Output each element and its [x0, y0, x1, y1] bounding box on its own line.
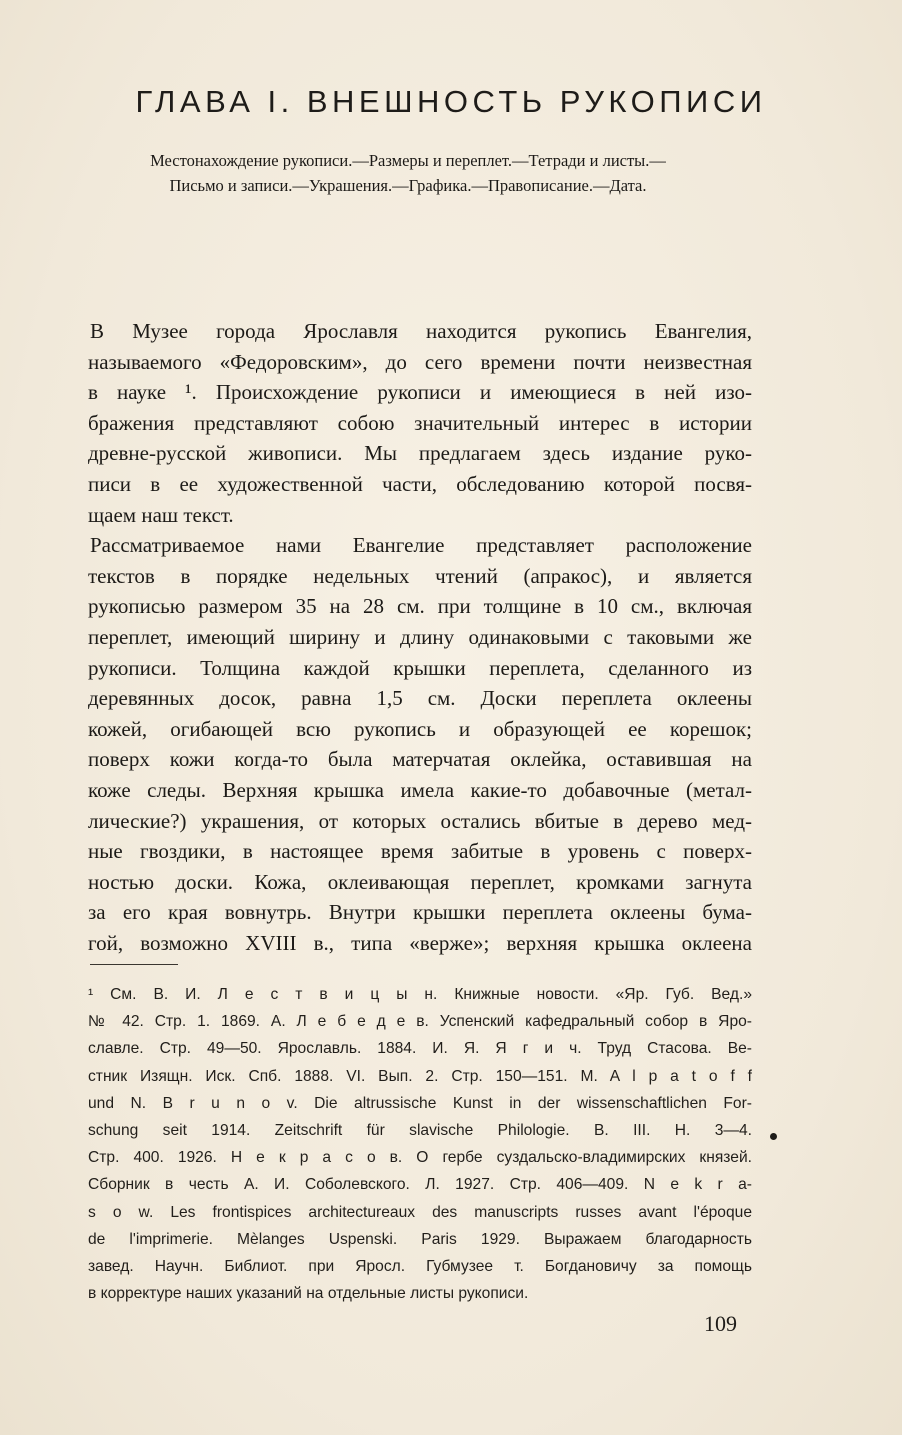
footnote-line: de l'imprimerie. Mèlanges Uspenski. Paris 1929. Выражаем благодарность	[88, 1230, 752, 1248]
footnote-line: славле. Стр. 49—50. Ярославль. 1884. И. Я. Я г и ч. Труд Стасова. Ве-	[88, 1040, 752, 1058]
chapter-summary	[62, 148, 754, 198]
body-line: бражения представляют собою значительный интерес в истории	[88, 410, 752, 435]
summary-line: Местонахождение рукописи.—Размеры и переплет.—Тетради и листы.—	[150, 151, 666, 170]
body-line: поверх кожи когда-то была матерчатая оклейка, оставившая на	[88, 747, 752, 772]
footnote-line: s o w. Les frontispices architectureaux des manuscripts russes avant l'époque	[88, 1203, 752, 1221]
body-text	[88, 316, 752, 958]
body-line: Рассматриваемое нами Евангелие представляет расположение	[90, 533, 752, 558]
page-number: 109	[704, 1311, 737, 1336]
body-line: ностью доски. Кожа, оклеивающая переплет, кромками загнута	[88, 869, 752, 894]
body-line: гой, возможно XVIII в., типа «верже»; верхняя крышка оклеена	[88, 930, 752, 955]
body-line: текстов в порядке недельных чтений (апракос), и является	[88, 563, 752, 588]
chapter-title: ГЛАВА I. ВНЕШНОСТЬ РУКОПИСИ	[135, 84, 767, 119]
body-line: коже следы. Верхняя крышка имела какие-то добавочные (метал-	[88, 777, 752, 802]
body-line: ные гвоздики, в настоящее время забитые в уровень с поверх-	[88, 839, 752, 864]
footnote-line: в корректуре наших указаний на отдельные листы рукописи.	[88, 1285, 529, 1303]
footnote-line: schung seit 1914. Zeitschrift für slavische Philologie. B. III. H. 3—4.	[88, 1122, 752, 1140]
body-line: щаем наш текст.	[88, 502, 234, 527]
footnote-line: стник Изящн. Иск. Спб. 1888. VI. Вып. 2. Стр. 150—151. M. A l p a t o f f	[88, 1067, 752, 1085]
body-line: переплет, имеющий ширину и длину одинаковыми с таковыми же	[88, 624, 752, 649]
footnote-line: Стр. 400. 1926. Н е к р а с о в. О гербе суздальско-владимирских князей.	[88, 1149, 752, 1167]
footnote-line: завед. Научн. Библиот. при Яросл. Губмузее т. Богдановичу за помощь	[88, 1258, 752, 1276]
body-line: лические?) украшения, от которых остались вбитые в дерево мед-	[88, 808, 752, 833]
footnote-divider	[90, 964, 178, 965]
body-line: деревянных досок, равна 1,5 см. Доски переплета оклеены	[88, 686, 752, 711]
summary-line: Письмо и записи.—Украшения.—Графика.—Правописание.—Дата.	[169, 176, 647, 195]
footnote-line: und N. B r u n o v. Die altrussische Kunst in der wissenschaftlichen For-	[88, 1094, 752, 1112]
body-line: В Музее города Ярославля находится рукопись Евангелия,	[90, 319, 752, 343]
body-line: за его края вовнутрь. Внутри крышки переплета оклеены бума-	[88, 900, 752, 925]
footnote-line: ¹ См. В. И. Л е с т в и ц ы н. Книжные новости. «Яр. Губ. Вед.»	[88, 986, 752, 1003]
body-line: называемого «Федоровским», до сего времени почти неизвестная	[88, 349, 752, 374]
footnote-line: № 42. Стр. 1. 1869. А. Л е б е д е в. Успенский кафедральный собор в Яро-	[88, 1013, 752, 1031]
footnote-line: Сборник в честь А. И. Соболевского. Л. 1927. Стр. 406—409. N e k r a-	[88, 1176, 752, 1194]
ink-speck	[770, 1133, 777, 1140]
footnote	[88, 981, 752, 1307]
body-line: в науке ¹. Происхождение рукописи и имеющиеся в ней изо-	[88, 380, 752, 405]
body-line: древне-русской живописи. Мы предлагаем здесь издание руко-	[88, 441, 752, 466]
body-line: писи в ее художественной части, обследованию которой посвя-	[88, 471, 752, 496]
body-line: рукописью размером 35 на 28 см. при толщине в 10 см., включая	[88, 594, 752, 619]
body-line: рукописи. Толщина каждой крышки переплета, сделанного из	[88, 655, 752, 680]
body-line: кожей, огибающей всю рукопись и образующей ее корешок;	[88, 716, 752, 741]
